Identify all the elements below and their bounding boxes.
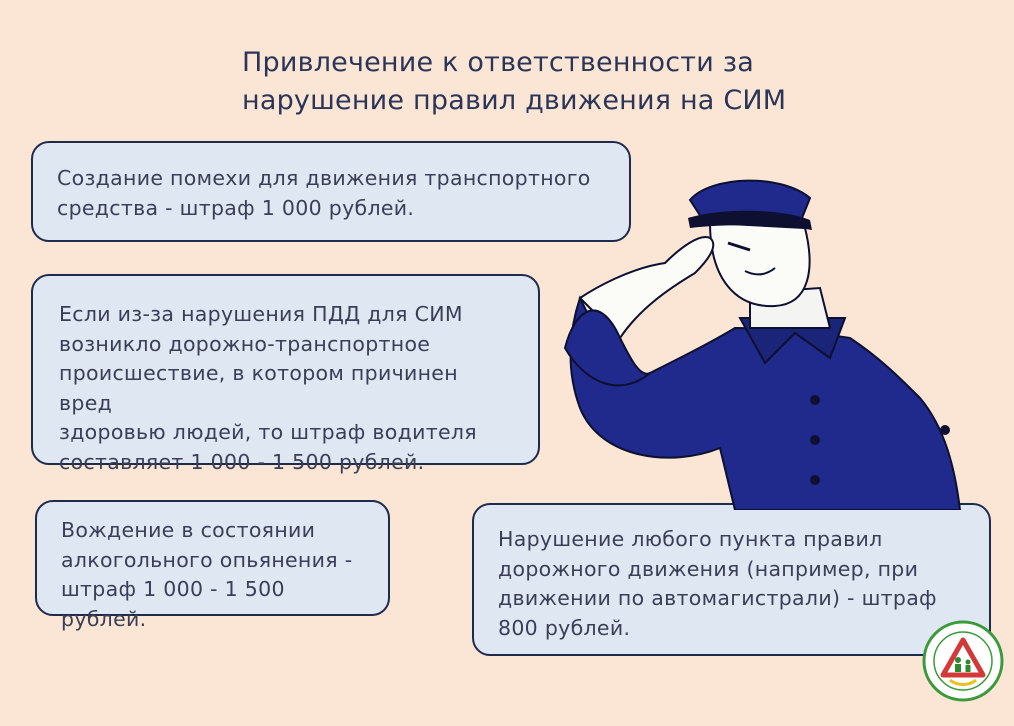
fine-card-any-violation [472, 503, 991, 656]
fine-card-text: Создание помехи для движения транспортного средства - штраф 1 000 рублей. [57, 166, 591, 220]
title-line-2: нарушение правил движения на СИМ [242, 85, 787, 116]
fine-card-text: Нарушение любого пункта правил дорожного движения (например, при движении по автомагистрали) - штраф 800 рублей. [498, 527, 937, 640]
road-safety-emblem-icon [922, 620, 1004, 702]
title-line-1: Привлечение к ответственности за [242, 47, 755, 78]
fine-card-drunk-driving [35, 500, 390, 631]
fine-card-accident [31, 274, 540, 474]
page-title [242, 44, 802, 120]
saluting-officer-icon [560, 168, 964, 510]
fine-card-text: Если из-за нарушения ПДД для СИМ возникло дорожно-транспортное происшествие, в котором причинен вред здоровью людей, то штраф водителя составляет 1 000 - 1 500 рублей. [59, 302, 477, 474]
fine-card-text: Вождение в состоянии алкогольного опьянения - штраф 1 000 - 1 500 рублей. [61, 518, 353, 631]
fine-card-obstruction [31, 141, 631, 242]
